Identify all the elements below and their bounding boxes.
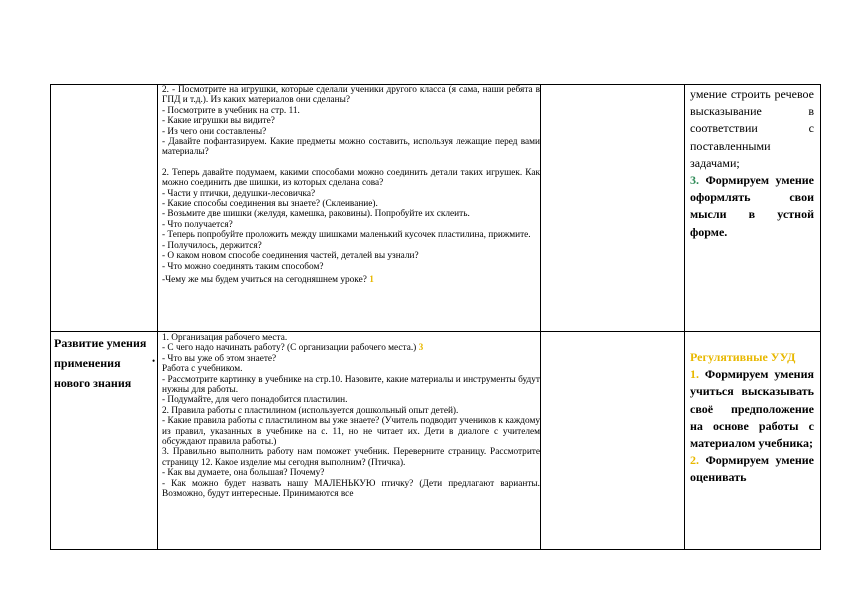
content-line: - Части у птички, дедушки-лесовичка? — [162, 188, 316, 199]
uud-item — [690, 366, 814, 452]
uud-number: 2. — [690, 453, 699, 468]
content-line: - Как вы думаете, она большая? Почему? — [162, 468, 325, 479]
content-line: 3. Правильно выполнить работу нам поможет учебник. Переверните страницу. Рассмотрите страницу 12. Какое изделие мы сегодня выполним? (Птичка). — [162, 447, 540, 468]
content-line — [162, 343, 540, 353]
table-border-right — [820, 84, 821, 550]
bottom-row-uud — [690, 349, 814, 487]
content-line: 2. Правила работы с пластилином (используется дошкольный опыт детей). — [162, 405, 459, 416]
content-line: - О каком новом способе соединения частей, деталей вы узнали? — [162, 251, 419, 262]
content-line: - Подумайте, для чего понадобится пластилин. — [162, 395, 348, 406]
question-text: - С чего надо начинать работу? (С организации рабочего места.) — [162, 343, 417, 354]
table-border-left — [50, 84, 51, 550]
top-row-content — [162, 85, 540, 285]
lesson-table — [50, 84, 820, 550]
content-line: - Посмотрите в учебник на стр. 11. — [162, 105, 300, 116]
content-line: - Рассмотрите картинку в учебнике на стр.10. Назовите, какие материалы и инструменты будут нужны для работы. — [162, 374, 540, 396]
content-line: - Получилось, держится? — [162, 240, 262, 251]
table-divider-2 — [540, 84, 541, 550]
content-line: - Как можно будет назвать нашу МАЛЕНЬКУЮ птичку? (Дети предлагают варианты. Возможно, будут интересные. Принимаются все — [162, 478, 540, 500]
uud-text: Формируем умение оценивать — [690, 453, 814, 485]
row-divider — [50, 331, 820, 332]
uud-text: Формируем умение оформлять свои мысли в устной форме. — [690, 173, 814, 239]
spacer — [162, 158, 540, 168]
content-line: - Какие способы соединения вы знаете? (Склеивание). — [162, 199, 378, 210]
content-line — [162, 275, 540, 285]
question-text: -Чему же мы будем учиться на сегодняшнем уроке? — [162, 274, 367, 285]
content-line: - Давайте пофантазируем. Какие предметы можно составить, используя лежащие перед вами материалы? — [162, 137, 540, 158]
uud-text: Формируем умения учиться высказывать своё предположение на основе работы с материалом учебника; — [690, 367, 814, 451]
uud-number: 3. — [690, 173, 699, 188]
uud-number: 1. — [690, 367, 699, 382]
content-line: - Из чего они составлены? — [162, 126, 267, 137]
stage-name — [54, 333, 154, 393]
content-line: Работа с учебником. — [162, 364, 243, 375]
uud-item: умение строить речевое высказывание в соответствии с поставленными задачами; — [690, 87, 814, 170]
content-line: - Возьмите две шишки (желудя, камешка, раковины). Попробуйте их склеить. — [162, 209, 470, 220]
uud-header: Регулятивные УУД — [690, 350, 796, 364]
content-line: 2. Теперь давайте подумаем, какими способами можно соединить детали таких игрушек. Как можно соединить две шишки, из которых сделана сова? — [162, 167, 540, 189]
marker-number: 1 — [369, 274, 374, 285]
table-border-bottom — [50, 549, 820, 550]
content-line: 2. - Посмотрите на игрушки, которые сделали ученики другого класса (я сама, наши ребята в ГПД и т.д.). Из каких материалов они сделаны? — [162, 85, 540, 106]
content-line: - Что получается? — [162, 219, 233, 230]
uud-item — [690, 172, 814, 241]
content-line: - Какие игрушки вы видите? — [162, 116, 275, 127]
content-line: - Какие правила работы с пластилином вы уже знаете? (Учитель подводит учеников к каждому из правил, указанных в учебнике на с. 11, но не читает их. Дети в диалоге с учителем обсуждают правила работы.) — [162, 416, 540, 448]
bottom-row-content — [162, 333, 540, 500]
content-line: - Что вы уже об этом знаете? — [162, 353, 277, 364]
table-divider-3 — [684, 84, 685, 550]
content-line: 1. Организация рабочего места. — [162, 333, 288, 343]
content-line: - Что можно соединять таким способом? — [162, 261, 324, 272]
bullet-dot: • — [152, 356, 156, 366]
table-divider-1 — [157, 84, 158, 550]
content-line: - Теперь попробуйте проложить между шишками маленький кусочек пластилина, прижмите. — [162, 230, 531, 241]
stage-label: Развитие умения применения нового знания — [54, 336, 147, 390]
uud-item — [690, 452, 814, 486]
top-row-uud — [690, 86, 814, 241]
marker-number: 3 — [418, 343, 424, 354]
